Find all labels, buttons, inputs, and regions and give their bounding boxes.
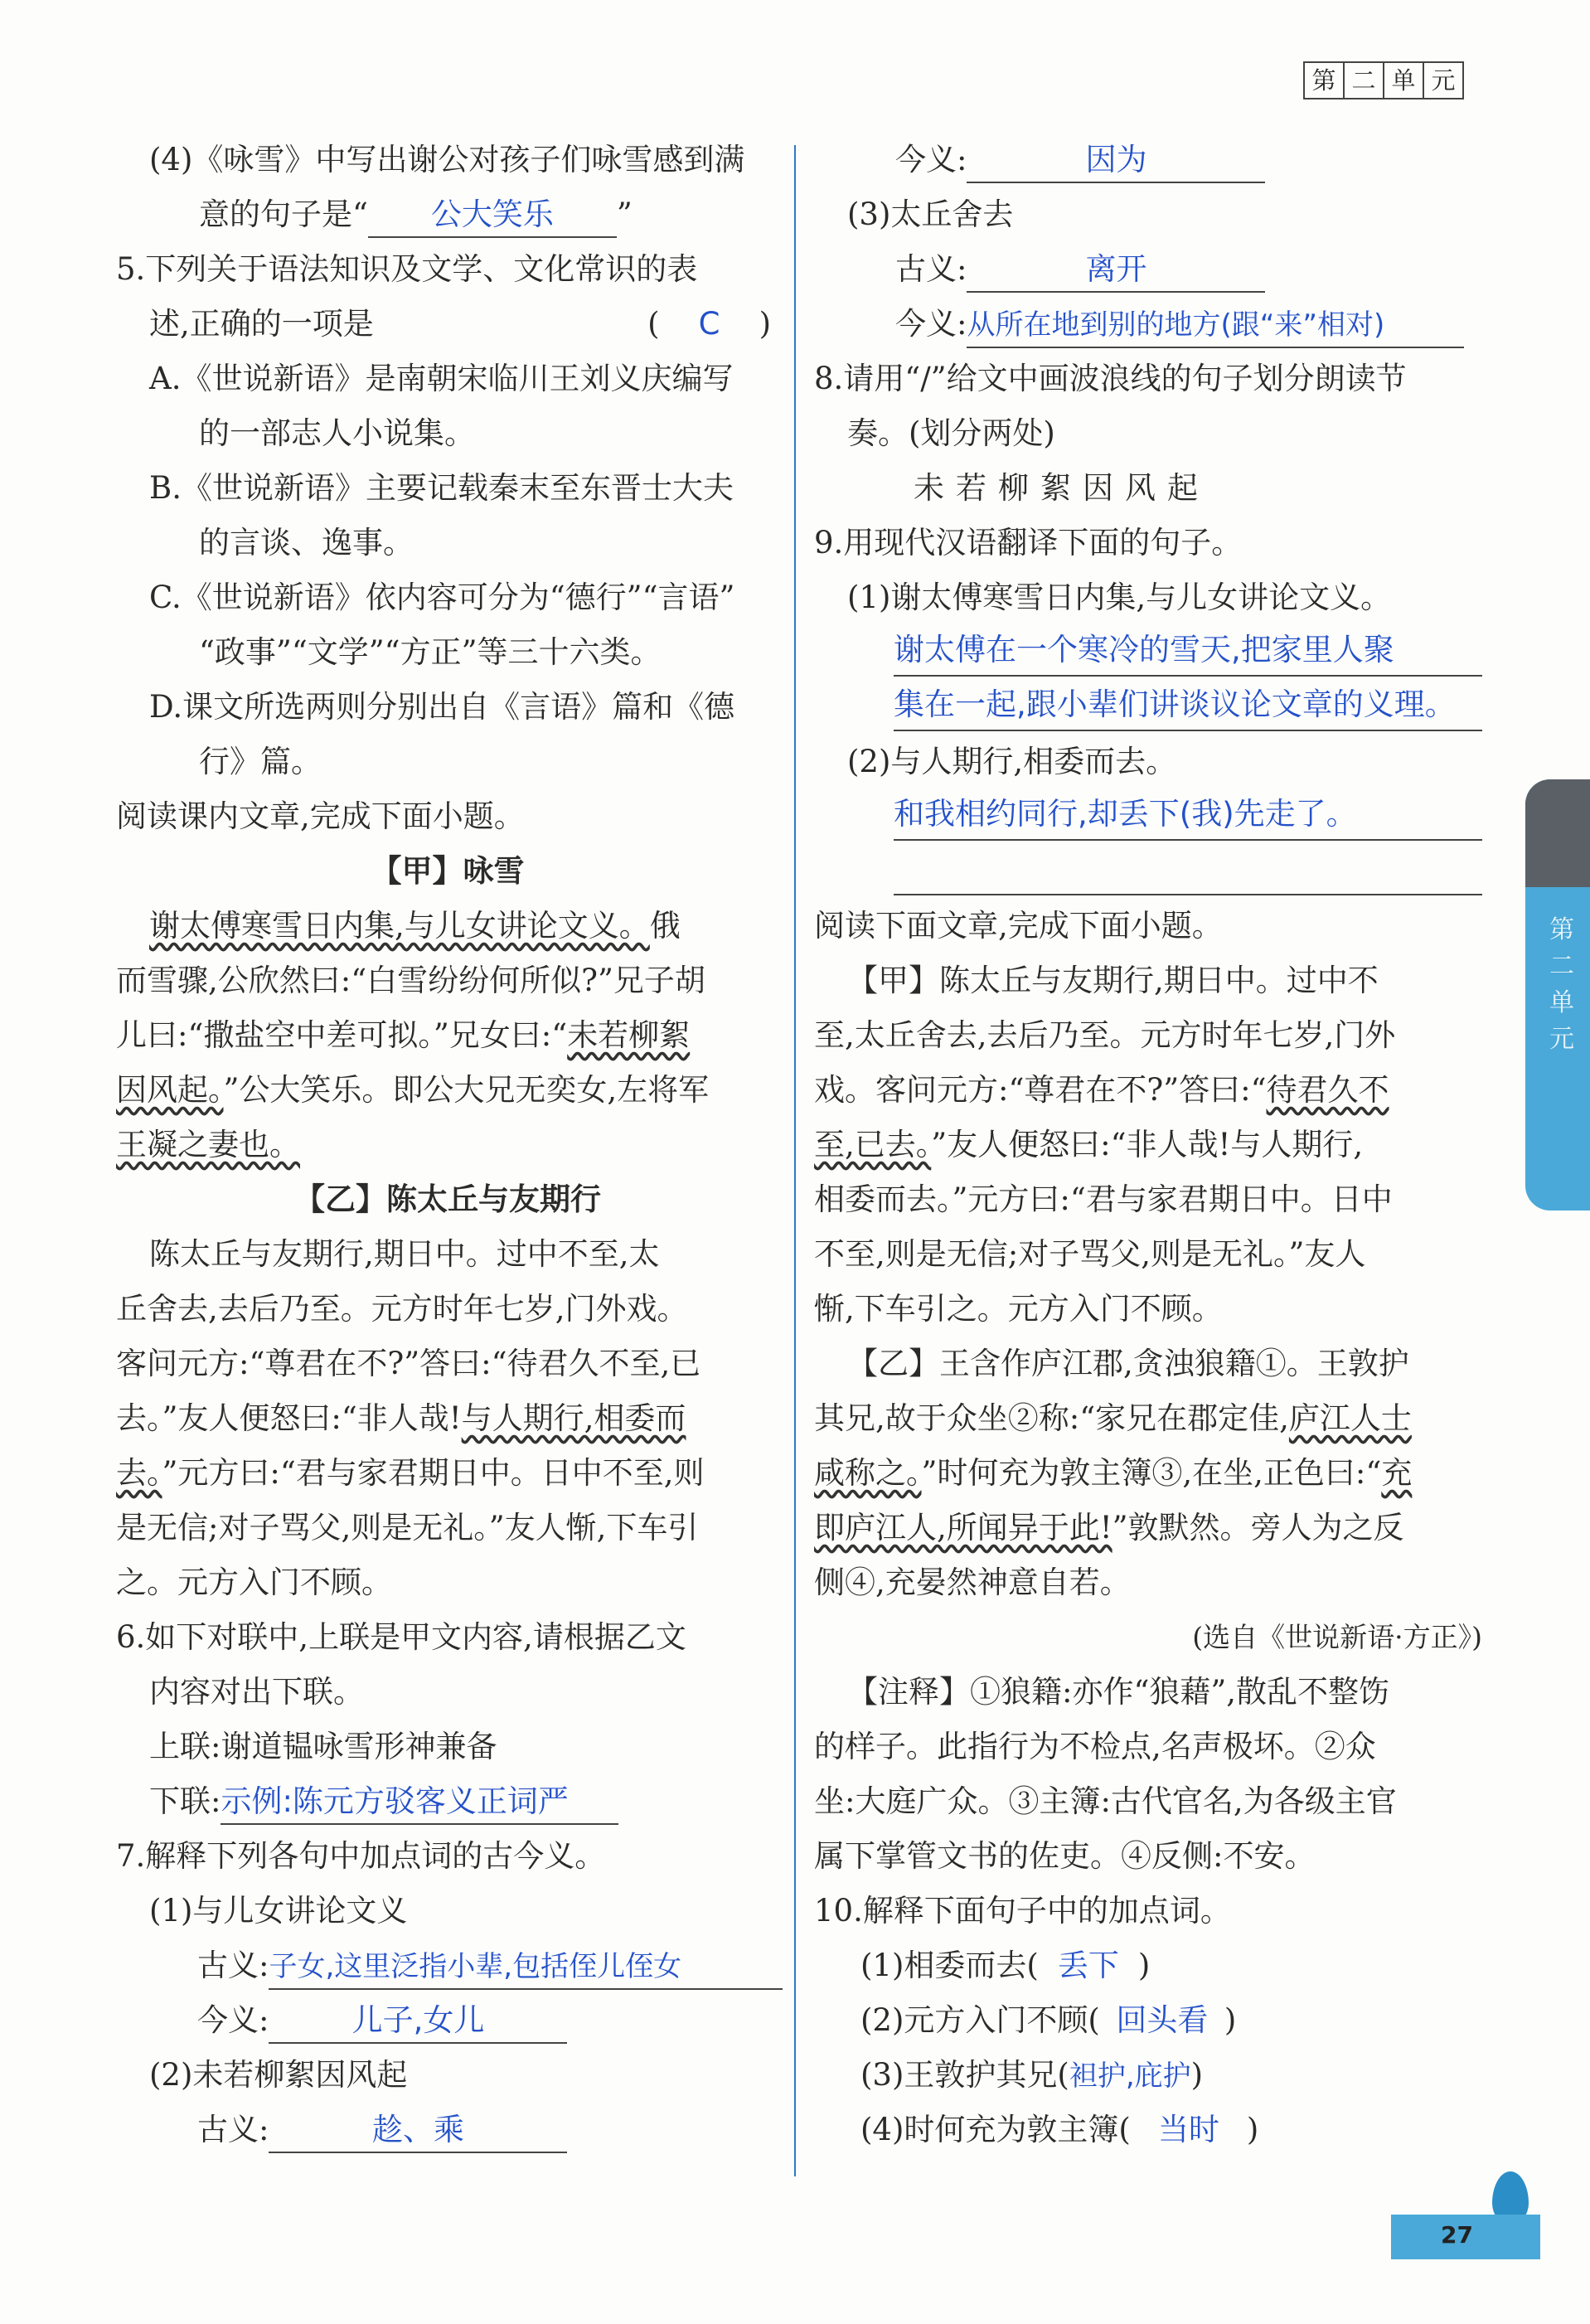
question-10-3: (3)王敦护其兄(袒护,庇护) — [860, 2057, 1204, 2093]
option-d: D.课文所选两则分别出自《言语》篇和《德 — [149, 689, 735, 725]
question-9-1: (1)谢太傅寒雪日内集,与儿女讲论文义。 — [847, 580, 1392, 615]
answer-blank[interactable]: 离开 — [967, 248, 1265, 293]
question-6: 6.如下对联中,上联是甲文内容,请根据乙文 — [116, 1619, 686, 1655]
answer-blank[interactable]: 公大笑乐 — [368, 193, 617, 238]
side-tab-cap — [1525, 779, 1590, 887]
unit-tag-char: 单 — [1384, 63, 1424, 98]
passage-line: 去。”友人便怒曰:“非人哉!与人期行,相委而 — [116, 1400, 686, 1436]
rhythm-sentence[interactable]: 未若柳絮因风起 — [914, 470, 1209, 506]
right-column — [814, 133, 1482, 2157]
question-5-line: 述,正确的一项是 ( C ) — [116, 297, 779, 352]
answer-line[interactable]: 和我相约同行,却丢下(我)先走了。 — [894, 789, 1482, 841]
passage-line: 王凝之妻也。 — [116, 1127, 300, 1162]
question-10: 10.解释下面句子中的加点词。 — [814, 1893, 1231, 1929]
question-7-2: (2)未若柳絮因风起 — [149, 2057, 408, 2093]
option-a-cont: 的一部志人小说集。 — [199, 415, 475, 451]
unit-tag-char: 第 — [1305, 63, 1345, 98]
answer-slot[interactable]: 回头看 — [1116, 2002, 1209, 2038]
question-7: 7.解释下列各句中加点词的古今义。 — [116, 1838, 606, 1874]
passage-line: 而雪骤,公欣然曰:“白雪纷纷何所似?”兄子胡 — [116, 963, 705, 998]
passage-title-jia: 【甲】咏雪 — [371, 853, 525, 889]
column-divider — [794, 145, 796, 2176]
passage-line: 儿曰:“撒盐空中差可拟。”兄女曰:“未若柳絮 — [116, 1017, 691, 1053]
answer-blank[interactable]: 从所在地到别的地方(跟“来”相对) — [967, 303, 1464, 348]
passage-line: 至,已去。”友人便怒曰:“非人哉!与人期行, — [814, 1127, 1364, 1162]
question-10-2: (2)元方入门不顾( 回头看 ) — [814, 1993, 1482, 2048]
answer-blank[interactable]: 因为 — [967, 138, 1265, 183]
q7-2-gu: 古义: 趁、乘 — [116, 2103, 779, 2157]
passage-line: 去。”元方曰:“君与家君期日中。日中不至,则 — [116, 1455, 705, 1491]
page-number: 27 — [1441, 2221, 1473, 2249]
question-8: 8.请用“/”给文中画波浪线的句子划分朗读节 — [814, 361, 1407, 396]
unit-tag — [1303, 61, 1464, 99]
option-b: B.《世说新语》主要记载秦末至东晋士大夫 — [149, 470, 734, 506]
q7-1-gu: 古义:子女,这里泛指小辈,包括侄儿侄女 — [116, 1938, 779, 1993]
reading-intro: 阅读课内文章,完成下面小题。 — [116, 798, 525, 834]
q7-1-jin: 今义: 儿子,女儿 — [116, 1993, 779, 2048]
passage-line: 惭,下车引之。元方入门不顾。 — [814, 1291, 1223, 1327]
passage-line: 咸称之。”时何充为敦主簿③,在坐,正色曰:“充 — [814, 1455, 1413, 1491]
passage-line: 陈太丘与友期行,期日中。过中不至,太 — [149, 1236, 660, 1272]
passage-line: 即庐江人,所闻异于此!”敦默然。旁人为之反 — [814, 1510, 1404, 1545]
question-4-4-answer-line: 意的句子是“ 公大笑乐 ” — [116, 187, 779, 242]
q9-2-answer-empty — [814, 844, 1482, 899]
page-number-bar — [1391, 2215, 1540, 2259]
question-4-4-line: (4)《咏雪》中写出谢公对孩子们咏雪感到满 — [149, 142, 745, 177]
passage-line: 其兄,故于众坐②称:“家兄在郡定佳,庐江人士 — [814, 1400, 1412, 1436]
answer-line[interactable] — [894, 844, 1482, 895]
notes-line: 的样子。此指行为不检点,名声极坏。②众 — [814, 1729, 1376, 1764]
answer-blank[interactable]: 儿子,女儿 — [269, 1999, 567, 2044]
answer-blank[interactable]: 子女,这里泛指小辈,包括侄儿侄女 — [269, 1945, 783, 1990]
option-c: C.《世说新语》依内容可分为“德行”“言语” — [149, 580, 735, 615]
q9-1-answer — [814, 625, 1482, 680]
reading-intro-2: 阅读下面文章,完成下面小题。 — [814, 908, 1223, 944]
passage-line: 不至,则是无信;对子骂父,则是无礼。”友人 — [814, 1236, 1366, 1272]
question-9-2: (2)与人期行,相委而去。 — [847, 744, 1177, 779]
question-7-1: (1)与儿女讲论文义 — [149, 1893, 408, 1929]
choice-answer[interactable]: C — [698, 306, 720, 342]
option-c-cont: “政事”“文学”“方正”等三十六类。 — [199, 634, 662, 670]
question-7-3: (3)太丘舍去 — [847, 196, 1014, 232]
passage-line: 因风起。”公大笑乐。即公大兄无奕女,左将军 — [116, 1072, 710, 1108]
question-10-1: (1)相委而去( 丢下 ) — [814, 1938, 1482, 1993]
passage-line: 戏。客问元方:“尊君在不?”答曰:“待君久不 — [814, 1072, 1389, 1108]
passage-title-yi: 【乙】陈太丘与友期行 — [294, 1181, 601, 1217]
notes-line: 【注释】①狼籍:亦作“狼藉”,散乱不整饬 — [847, 1674, 1390, 1710]
passage-line: 丘舍去,去后乃至。元方时年七岁,门外戏。 — [116, 1291, 688, 1327]
answer-slot[interactable]: 丢下 — [1057, 1948, 1119, 1983]
source-citation: (选自《世说新语·方正》) — [1192, 1621, 1482, 1653]
answer-line[interactable]: 谢太傅在一个寒冷的雪天,把家里人聚 — [894, 625, 1482, 677]
passage-line: 是无信;对子骂父,则是无礼。”友人惭,下车引 — [116, 1510, 699, 1545]
choice-bracket: ( C ) — [647, 297, 771, 352]
question-5-line: 5.下列关于语法知识及文学、文化常识的表 — [116, 251, 698, 287]
answer-slot[interactable]: 当时 — [1157, 2112, 1219, 2147]
passage-line: 相委而去。”元方曰:“君与家君期日中。日中 — [814, 1181, 1393, 1217]
passage-line: 【甲】陈太丘与友期行,期日中。过中不 — [847, 963, 1379, 998]
side-tab-label: 第二单元 — [1549, 915, 1574, 1054]
passage-line: 【乙】王含作庐江郡,贪浊狼籍①。王敦护 — [847, 1346, 1409, 1381]
q7-3-jin: 今义:从所在地到别的地方(跟“来”相对) — [814, 297, 1482, 352]
passage-line: 客问元方:“尊君在不?”答曰:“待君久不至,已 — [116, 1346, 701, 1381]
question-10-4: (4)时何充为敦主簿( 当时 ) — [814, 2103, 1482, 2157]
answer-slot[interactable]: 袒护,庇护 — [1069, 2060, 1191, 2093]
passage-line: 侧④,充晏然神意自若。 — [814, 1565, 1131, 1600]
left-column — [116, 133, 779, 2157]
passage-line: 谢太傅寒雪日内集,与儿女讲论文义。俄 — [149, 908, 681, 944]
q7-3-gu: 古义: 离开 — [814, 242, 1482, 297]
option-a: A.《世说新语》是南朝宋临川王刘义庆编写 — [149, 361, 734, 396]
unit-tag-char: 元 — [1431, 66, 1456, 95]
answer-blank[interactable]: 示例:陈元方驳客义正词严 — [221, 1780, 618, 1825]
passage-line: 至,太丘舍去,去后乃至。元方时年七岁,门外 — [814, 1017, 1396, 1053]
option-d-cont: 行》篇。 — [199, 744, 322, 779]
option-b-cont: 的言谈、逸事。 — [199, 525, 414, 560]
couplet-lower: 下联:示例:陈元方驳客义正词严 — [116, 1774, 779, 1829]
unit-tag-char: 二 — [1345, 63, 1384, 98]
question-9: 9.用现代汉语翻译下面的句子。 — [814, 525, 1243, 560]
notes-line: 坐:大庭广众。③主簿:古代官名,为各级主官 — [814, 1783, 1397, 1819]
notes-line: 属下掌管文书的佐吏。④反侧:不安。 — [814, 1838, 1316, 1874]
q7-2-jin: 今义: 因为 — [814, 133, 1482, 187]
q9-2-answer — [814, 789, 1482, 844]
question-8-cont: 奏。(划分两处) — [847, 415, 1055, 451]
answer-line[interactable]: 集在一起,跟小辈们讲谈议论文章的义理。 — [894, 680, 1482, 731]
answer-blank[interactable]: 趁、乘 — [269, 2108, 567, 2153]
couplet-upper: 上联:谢道韫咏雪形神兼备 — [149, 1729, 497, 1764]
q9-1-answer — [814, 680, 1482, 735]
question-6-cont: 内容对出下联。 — [149, 1674, 364, 1710]
passage-line: 之。元方入门不顾。 — [116, 1565, 392, 1600]
